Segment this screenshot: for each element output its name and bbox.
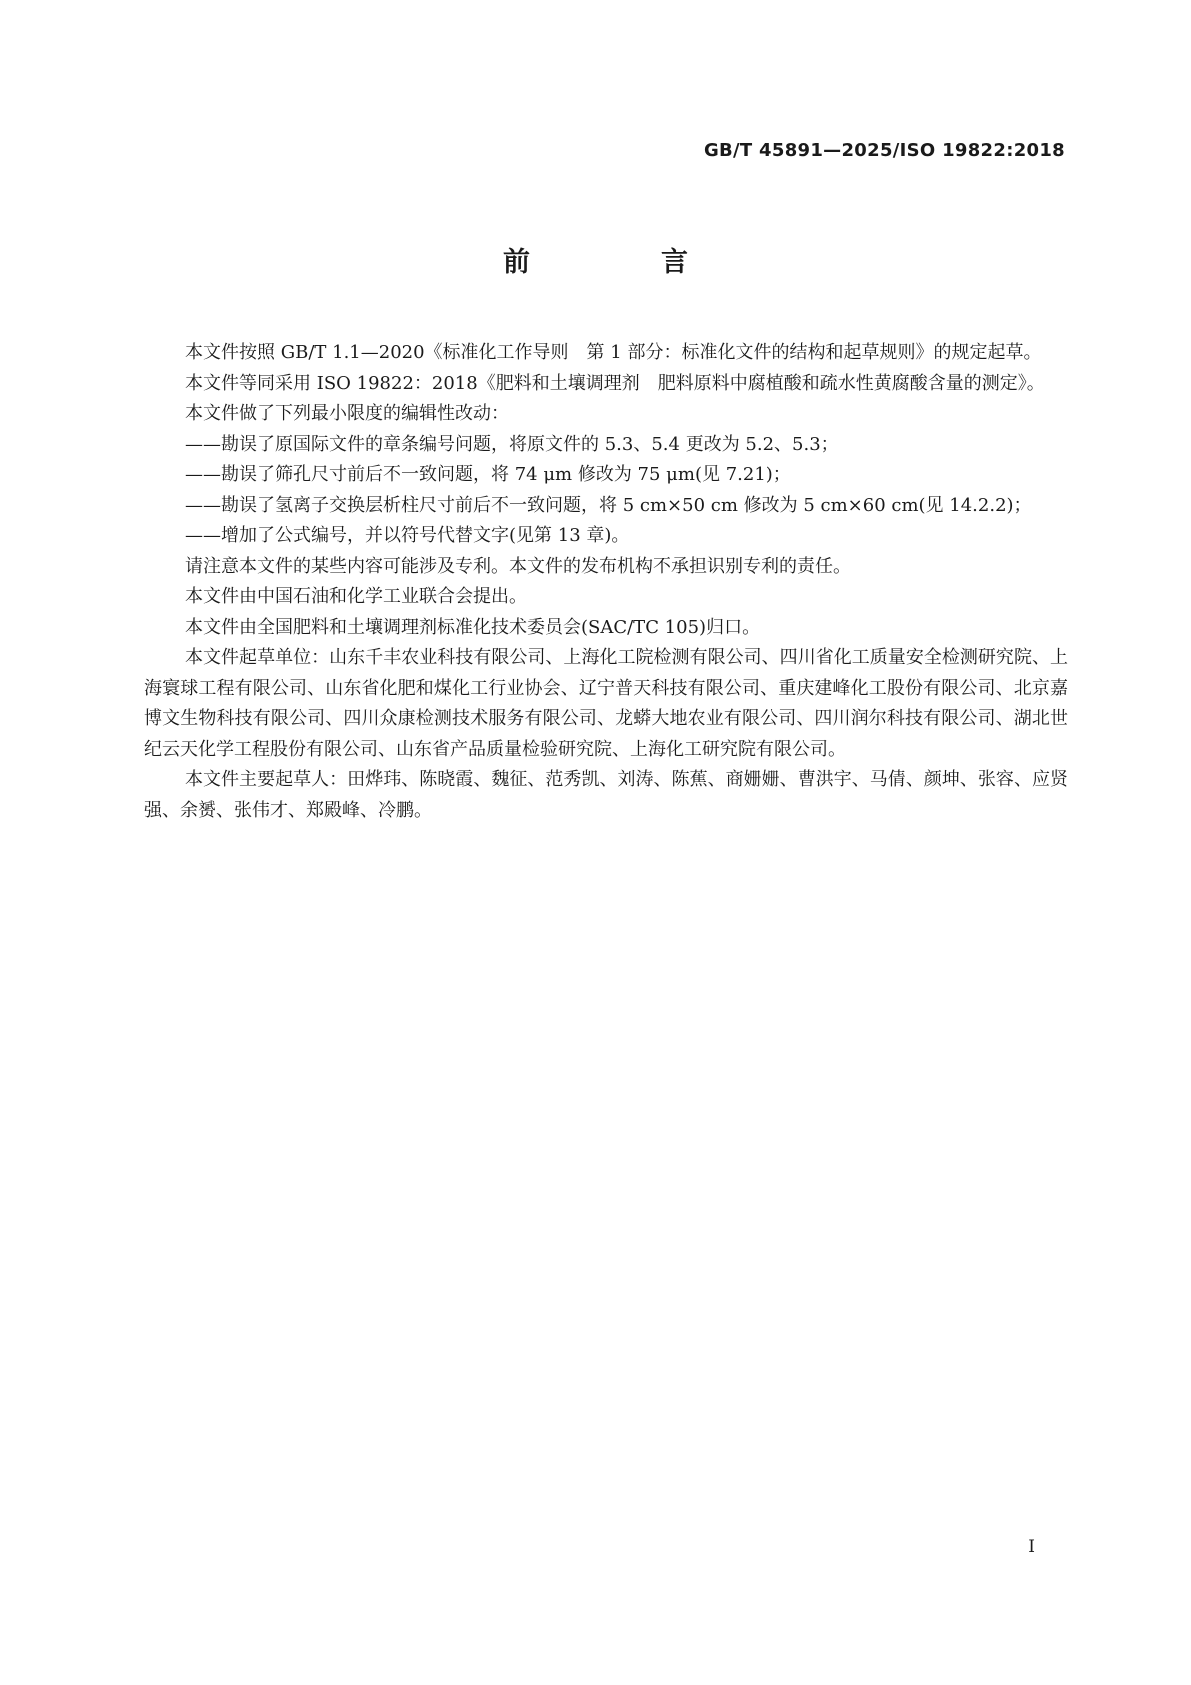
paragraph-committee: 本文件由全国肥料和土壤调理剂标准化技术委员会(SAC/TC 105)归口。: [185, 616, 761, 638]
edit-item: ——勘误了筛孔尺寸前后不一致问题，将 74 μm 修改为 75 μm(见 7.21)；: [185, 464, 791, 485]
document-code: GB/T 45891—2025/ISO 19822:2018: [703, 140, 1065, 161]
paragraph-adoption: 本文件等同采用 ISO 19822：2018《肥料和土壤调理剂 肥料原料中腐植酸和疏水性黄腐酸含量的测定》。: [185, 372, 1045, 394]
paragraph-drafting-units: 本文件起草单位：山东千丰农业科技有限公司、上海化工院检测有限公司、四川省化工质量安全检测研究院、上海寰球工程有限公司、山东省化肥和煤化工行业协会、辽宁普天科技有限公司、重庆建峰化工股份有限公司、北京嘉博文生物科技有限公司、四川众康检测技术服务有限公司、龙蟒大地农业有限公司、四川润尔科技有限公司、湖北世纪云天化学工程股份有限公司、山东省产品质量检验研究院、上海化工研究院有限公司。: [144, 647, 1068, 760]
foreword-body: [144, 338, 1068, 826]
edit-item: ——勘误了氢离子交换层析柱尺寸前后不一致问题，将 5 cm×50 cm 修改为 5 cm×60 cm(见 14.2.2)；: [185, 494, 1032, 516]
page-number: I: [1028, 1537, 1035, 1557]
paragraph-edits-intro: 本文件做了下列最小限度的编辑性改动：: [185, 403, 509, 424]
paragraph-drafting-rules: 本文件按照 GB/T 1.1—2020《标准化工作导则 第 1 部分：标准化文件的结构和起草规则》的规定起草。: [185, 342, 1042, 363]
paragraph-drafters: 本文件主要起草人：田烨玮、陈晓霞、魏征、范秀凯、刘涛、陈蕉、商姗姗、曹洪宇、马倩、颜坤、张容、应贤强、余赟、张伟才、郑殿峰、冷鹏。: [144, 769, 1068, 821]
edit-item: ——勘误了原国际文件的章条编号问题，将原文件的 5.3、5.4 更改为 5.2、5.3；: [185, 433, 839, 455]
paragraph-patent-notice: 请注意本文件的某些内容可能涉及专利。本文件的发布机构不承担识别专利的责任。: [185, 555, 851, 577]
paragraph-proposer: 本文件由中国石油和化学工业联合会提出。: [185, 586, 527, 607]
edit-item: ——增加了公式编号，并以符号代替文字(见第 13 章)。: [185, 525, 630, 546]
page-title: 前 言: [503, 247, 740, 278]
